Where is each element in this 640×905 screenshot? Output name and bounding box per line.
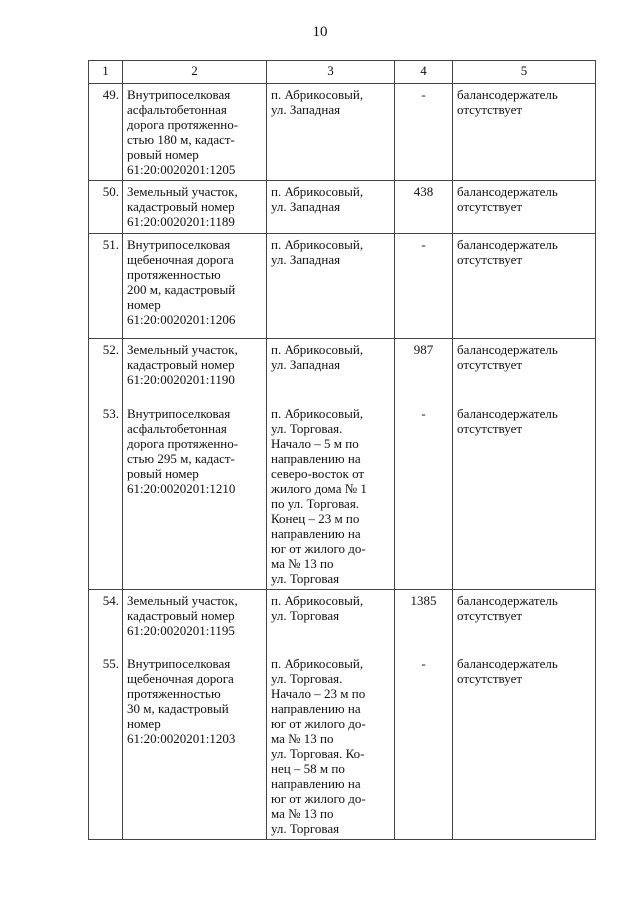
balance-holder-text: балансодержатель отсутствует (457, 342, 558, 372)
object-address-text: п. Абрикосовый, ул. Западная (271, 184, 364, 214)
balance-holder (453, 84, 596, 181)
table-row (89, 339, 596, 396)
object-name (123, 339, 267, 396)
balance-holder (453, 181, 596, 234)
object-area: - (395, 396, 453, 590)
object-name (123, 396, 267, 590)
object-name-text: Внутрипоселковая асфальтобетонная дорога протяженно- стью 295 м, кадаст- ровый номер 61:20:0020201:1210 (127, 405, 239, 496)
object-address-text: п. Абрикосовый, ул. Западная (271, 342, 364, 372)
object-address (267, 589, 395, 646)
row-number: 51. (89, 234, 123, 339)
object-address (267, 234, 395, 339)
object-name (123, 181, 267, 234)
balance-holder (453, 339, 596, 396)
row-number: 55. (89, 646, 123, 840)
row-number: 54. (89, 589, 123, 646)
column-header: 4 (395, 61, 453, 84)
page-number: 10 (312, 24, 328, 40)
object-address (267, 181, 395, 234)
object-address-text: п. Абрикосовый, ул. Торговая (271, 592, 364, 623)
object-area: - (395, 646, 453, 840)
object-address (267, 396, 395, 590)
object-address (267, 84, 395, 181)
balance-holder-text: балансодержатель отсутствует (457, 237, 558, 267)
column-header: 2 (123, 61, 267, 84)
object-address-text: п. Абрикосовый, ул. Торговая. Начало – 23 м по направлению на юг от жилого до- ма № 13 по ул. Торговая. Ко- нец – 58 м по направлению на юг от жилого до- ма № 13 по ул. Торговая (271, 656, 366, 836)
row-number: 53. (89, 396, 123, 590)
object-address (267, 339, 395, 396)
table-header-row (89, 61, 596, 84)
object-name (123, 589, 267, 646)
object-area: 438 (395, 181, 453, 234)
object-area: 1385 (395, 589, 453, 646)
column-header: 3 (267, 61, 395, 84)
object-name-text: Земельный участок, кадастровый номер 61:20:0020201:1190 (127, 342, 238, 387)
table-row (89, 84, 596, 181)
table-row (89, 589, 596, 646)
object-name-text: Внутрипоселковая щебеночная дорога протяженностью 30 м, кадастровый номер 61:20:0020201:1203 (127, 656, 236, 746)
object-area: - (395, 234, 453, 339)
row-number: 52. (89, 339, 123, 396)
object-area: 987 (395, 339, 453, 396)
balance-holder (453, 396, 596, 590)
table-row (89, 646, 596, 840)
object-name (123, 84, 267, 181)
object-address-text: п. Абрикосовый, ул. Торговая. Начало – 5 м по направлению на северо-восток от жилого дома № 1 по ул. Торговая. Конец – 23 м по направлению на юг от жилого до- ма № 13 по ул. Торговая (271, 405, 367, 586)
row-number: 49. (89, 84, 123, 181)
object-name-text: Внутрипоселковая щебеночная дорога протяженностью 200 м, кадастровый номер 61:20:0020201:1206 (127, 237, 236, 327)
object-area: - (395, 84, 453, 181)
table-row (89, 396, 596, 590)
column-header: 1 (89, 61, 123, 84)
balance-holder-text: балансодержатель отсутствует (457, 184, 558, 214)
object-address-text: п. Абрикосовый, ул. Западная (271, 237, 364, 267)
object-name-text: Внутрипоселковая асфальтобетонная дорога протяженно- стью 180 м, кадаст- ровый номер 61:20:0020201:1205 (127, 87, 239, 177)
table-row (89, 234, 596, 339)
object-name (123, 234, 267, 339)
object-address (267, 646, 395, 840)
balance-holder-text: балансодержатель отсутствует (457, 405, 558, 436)
object-name-text: Земельный участок, кадастровый номер 61:20:0020201:1189 (127, 184, 238, 229)
property-table (88, 60, 596, 840)
balance-holder (453, 646, 596, 840)
balance-holder-text: балансодержатель отсутствует (457, 656, 558, 686)
object-name-text: Земельный участок, кадастровый номер 61:20:0020201:1195 (127, 592, 238, 638)
object-name (123, 646, 267, 840)
balance-holder (453, 234, 596, 339)
object-address-text: п. Абрикосовый, ул. Западная (271, 87, 364, 117)
balance-holder-text: балансодержатель отсутствует (457, 87, 558, 117)
balance-holder (453, 589, 596, 646)
table-row (89, 181, 596, 234)
balance-holder-text: балансодержатель отсутствует (457, 592, 558, 623)
row-number: 50. (89, 181, 123, 234)
column-header: 5 (453, 61, 596, 84)
